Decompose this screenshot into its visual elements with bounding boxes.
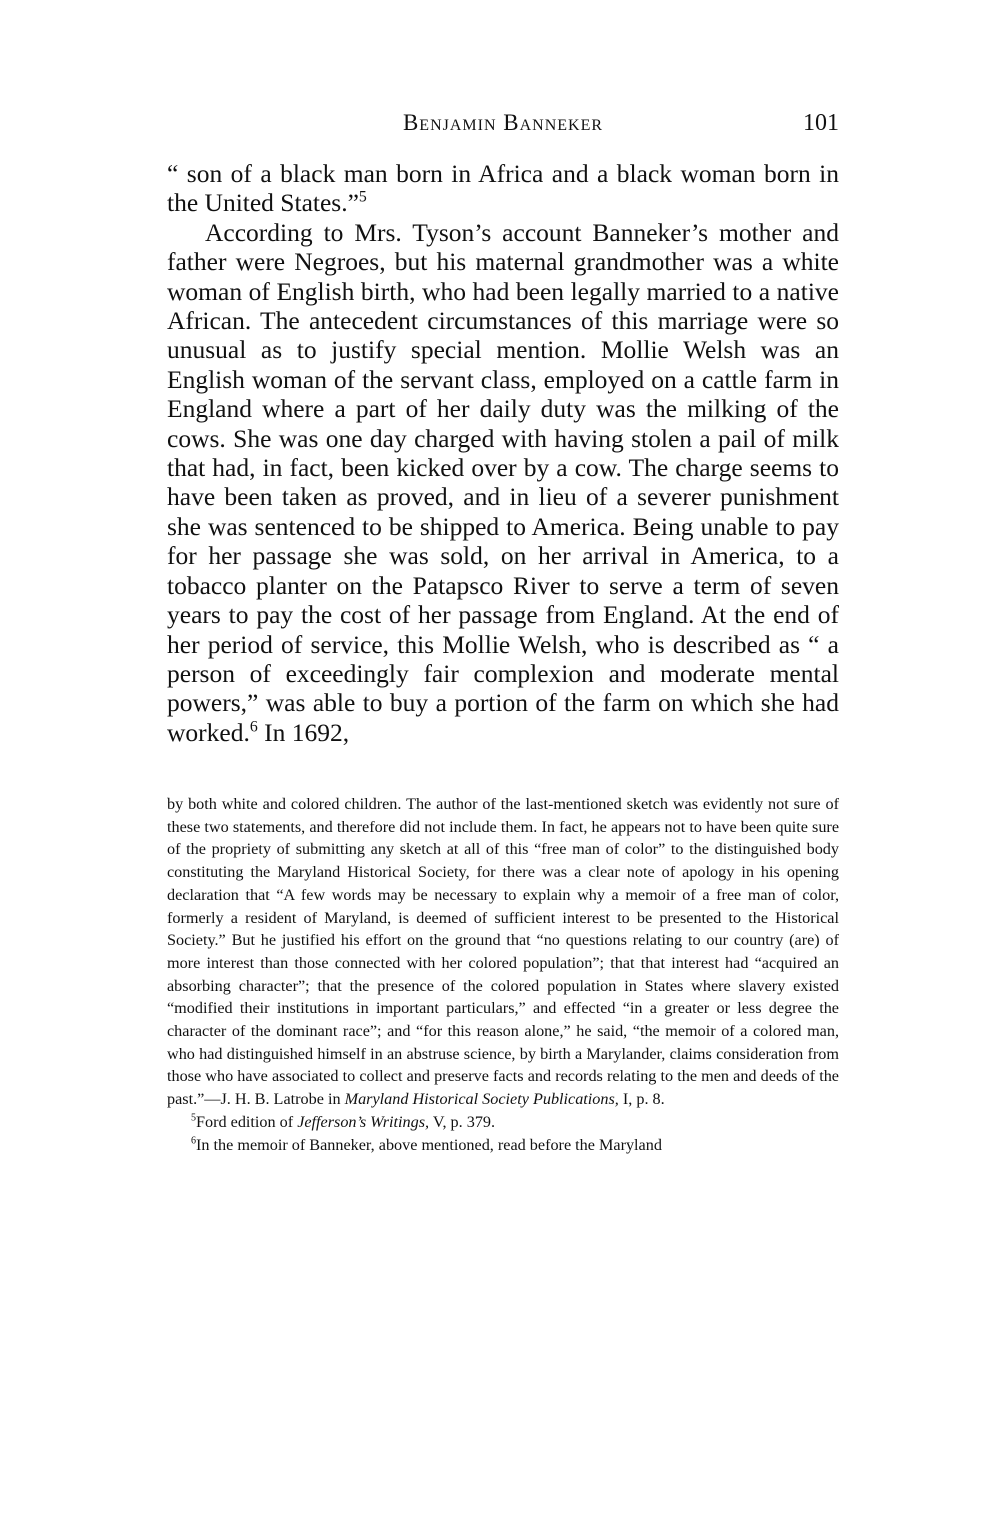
footnote-6 <box>167 1134 839 1157</box>
footnote-continuation <box>167 793 839 1111</box>
footnote-continuation-text: by both white and colored children. The author of the last-mentioned sketch was evidently not sure of these two statements, and therefore did not include them. In fact, he appears not to have been quite sure of the propriety of submitting any sketch at all of this “free man of color” to the distinguished body constituting the Maryland Historical Society, for there was a clear note of apology in his opening declaration that “A few words may be necessary to explain why a memoir of a free man of color, formerly a resident of Maryland, is deemed of sufficient interest to be presented to the Historical Society.” But he justified his effort on the ground that “no questions relating to our country (are) of more interest than those connected with her colored population”; that that interest had “acquired an absorbing character”; that the presence of the colored population in States where slavery existed “modified their institutions in important particulars,” and effected “in a greater or less degree the character of the dominant race”; and “for this reason alone,” he said, “the memoir of a colored man, who had distinguished himself in an abstruse science, by birth a Marylander, claims consideration from those who have associated to collect and preserve facts and records relating to the men and deeds of the past.”—J. H. B. Latrobe in <box>167 795 839 1109</box>
paragraph-2 <box>167 218 839 747</box>
paragraph-2-tail: In 1692, <box>257 717 350 747</box>
footnote-source-tail: I, p. 8. <box>618 1090 665 1109</box>
footnote-ref-5: 5 <box>358 188 367 206</box>
book-page <box>167 0 839 1520</box>
footnote-5-tail: V, p. 379. <box>429 1112 496 1131</box>
page-number: 101 <box>803 110 839 136</box>
footnotes <box>167 793 839 1156</box>
footnote-ref-6: 6 <box>249 718 258 736</box>
paragraph-2-text: According to Mrs. Tyson’s account Banneker’s mother and father were Negroes, but his maternal grandmother was a white woman of English birth, who had been legally married to a native African. The antecedent circumstances of this marriage were so unusual as to justify special mention. Mollie Welsh was an English woman of the servant class, employed on a cattle farm in England where a part of her daily duty was the milking of the cows. She was one day charged with having stolen a pail of milk that had, in fact, been kicked over by a cow. The charge seems to have been taken as proved, and in lieu of a severer punishment she was sentenced to be shipped to America. Being unable to pay for her passage she was sold, on her arrival in America, to a tobacco planter on the Patapsco River to serve a term of seven years to pay the cost of her passage from England. At the end of her period of service, this Mollie Welsh, who is described as “ a person of exceedingly fair complexion and moderate mental powers,” was able to buy a portion of the farm on which she had worked. <box>167 217 839 747</box>
footnote-5 <box>167 1111 839 1134</box>
running-title: Benjamin Banneker <box>402 110 604 135</box>
paragraph-1-text: “ son of a black man born in Africa and a black woman born in the United States.” <box>167 159 839 218</box>
footnote-5-text: Ford edition of <box>196 1112 298 1131</box>
footnote-6-mark: 6 <box>191 1135 197 1147</box>
footnote-source-title: Maryland Historical Society Publications, <box>344 1090 619 1109</box>
footnote-5-mark: 5 <box>191 1112 197 1124</box>
page-header <box>167 110 839 144</box>
paragraph-1 <box>167 159 839 218</box>
footnote-5-title: Jefferson’s Writings, <box>297 1112 430 1131</box>
footnote-6-text: In the memoir of Banneker, above mentioned, read before the Maryland <box>196 1135 662 1154</box>
main-text <box>167 159 839 747</box>
